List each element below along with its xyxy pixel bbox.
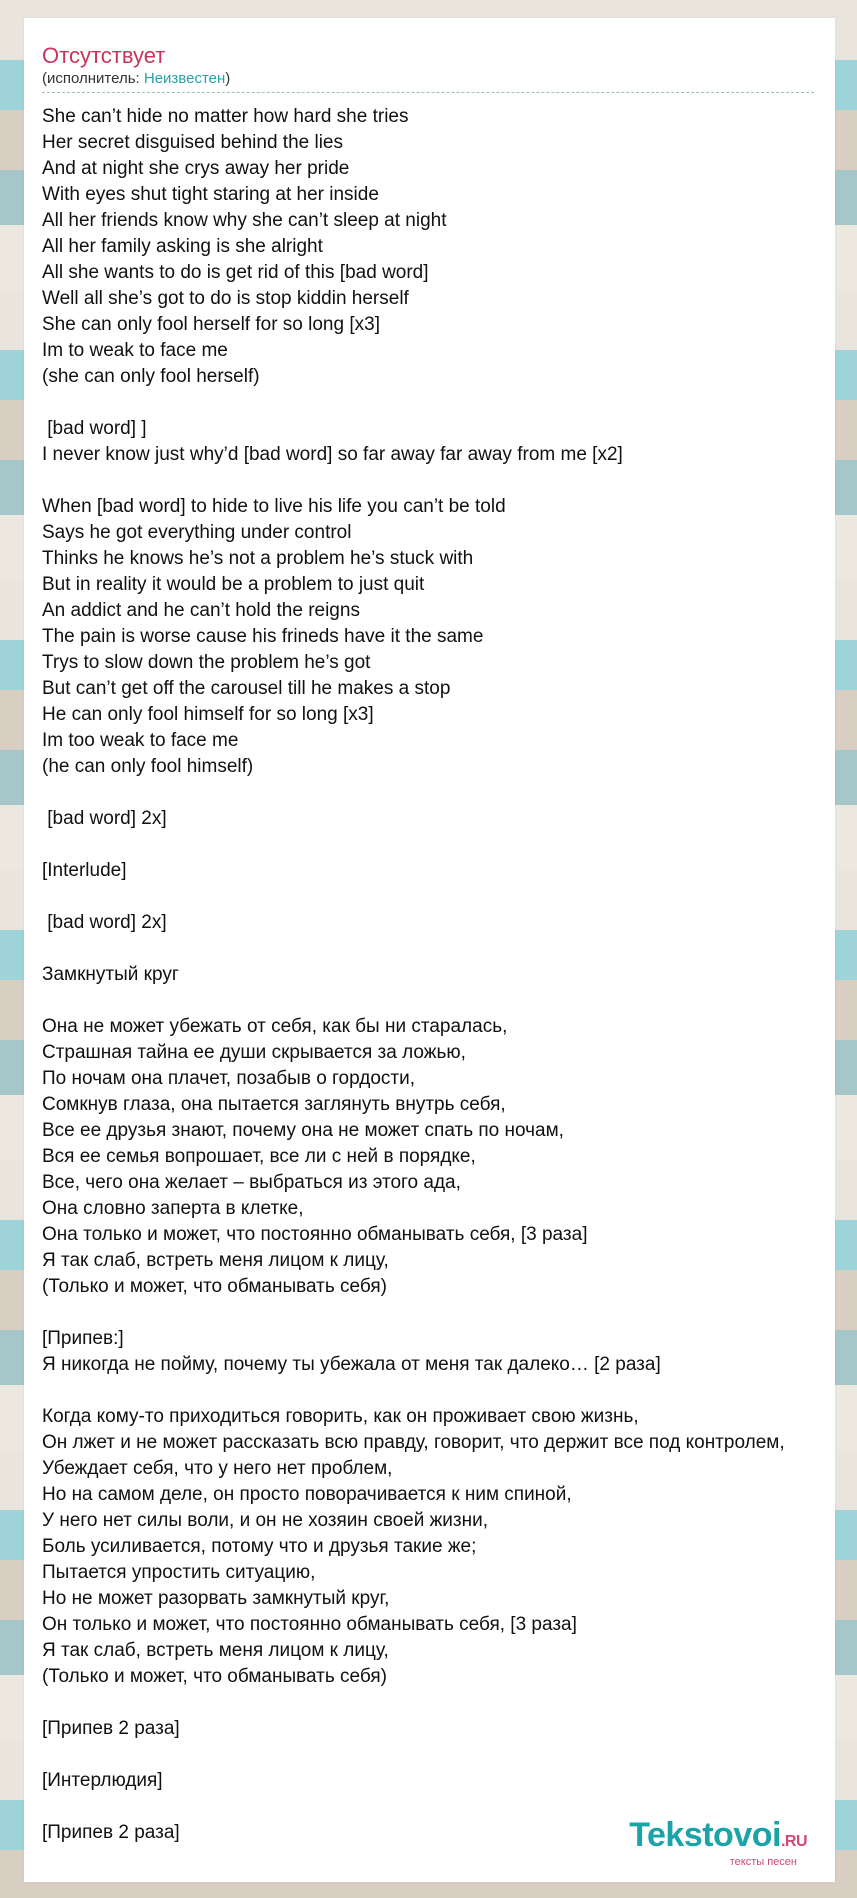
lyric-line: [bad word] ]	[42, 418, 147, 439]
lyric-line: I never know just why’d [bad word] so far away far away from me [x2]	[42, 444, 623, 465]
lyric-line: She can’t hide no matter how hard she tries	[42, 106, 409, 127]
lyric-line	[42, 390, 842, 416]
lyric-line	[42, 780, 842, 806]
subtitle-suffix: )	[225, 70, 231, 87]
subtitle-prefix: (исполнитель:	[42, 70, 144, 87]
logo-name: Tekstovoi	[629, 1816, 781, 1854]
lyric-line: Says he got everything under control	[42, 522, 352, 543]
lyric-line: Она не может убежать от себя, как бы ни старалась,	[42, 1016, 508, 1037]
lyric-line: Все ее друзья знают, почему она не может спать по ночам,	[42, 1120, 564, 1141]
lyric-line: Trys to slow down the problem he’s got	[42, 652, 371, 673]
logo-domain: .RU	[780, 1833, 807, 1850]
lyric-line: With eyes shut tight staring at her inside	[42, 184, 379, 205]
lyric-line: [bad word] 2x]	[42, 912, 167, 933]
lyric-line: (she can only fool herself)	[42, 366, 260, 387]
lyric-line: Страшная тайна ее души скрывается за ложью,	[42, 1042, 466, 1063]
lyric-line: When [bad word] to hide to live his life you can’t be told	[42, 496, 506, 517]
lyric-line: (Только и может, что обманывать себя)	[42, 1666, 387, 1687]
lyric-line: Я никогда не пойму, почему ты убежала от меня так далеко… [2 раза]	[42, 1354, 661, 1375]
lyric-line: All she wants to do is get rid of this [bad word]	[42, 262, 429, 283]
lyric-line	[42, 1378, 842, 1404]
lyric-line: Im to weak to face me	[42, 340, 228, 361]
lyric-line: (he can only fool himself)	[42, 756, 254, 777]
lyric-line: Замкнутый круг	[42, 964, 179, 985]
song-header	[42, 42, 814, 93]
lyric-line	[42, 832, 842, 858]
lyric-line	[42, 988, 842, 1014]
lyric-line	[42, 1300, 842, 1326]
lyric-line: All her family asking is she alright	[42, 236, 323, 257]
lyric-line: [Припев:]	[42, 1328, 124, 1349]
lyric-line: Он только и может, что постоянно обманывать себя, [3 раза]	[42, 1614, 577, 1635]
lyric-line: Im too weak to face me	[42, 730, 239, 751]
lyric-line: Сомкнув глаза, она пытается заглянуть внутрь себя,	[42, 1094, 506, 1115]
lyric-line: Когда кому-то приходиться говорить, как он проживает свою жизнь,	[42, 1406, 639, 1427]
lyric-line: All her friends know why she can’t sleep at night	[42, 210, 447, 231]
lyric-line: У него нет силы воли, и он не хозяин своей жизни,	[42, 1510, 489, 1531]
lyric-line: [Припев 2 раза]	[42, 1718, 180, 1739]
lyric-line: Я так слаб, встреть меня лицом к лицу,	[42, 1250, 389, 1271]
lyric-line: [Interlude]	[42, 860, 127, 881]
lyric-line: Но не может разорвать замкнутый круг,	[42, 1588, 390, 1609]
lyrics-card	[24, 18, 835, 1882]
logo-wordmark	[629, 1817, 807, 1860]
lyric-line: Все, чего она желает – выбраться из этого ада,	[42, 1172, 461, 1193]
lyric-line: Убеждает себя, что у него нет проблем,	[42, 1458, 393, 1479]
lyric-line: [Припев 2 раза]	[42, 1822, 180, 1843]
lyric-line: [bad word] 2x]	[42, 808, 167, 829]
lyric-line	[42, 1742, 842, 1768]
site-logo[interactable]	[629, 1817, 807, 1868]
lyric-line: Her secret disguised behind the lies	[42, 132, 344, 153]
lyric-line: She can only fool herself for so long [x3]	[42, 314, 380, 335]
song-title: Отсутствует	[42, 43, 166, 68]
lyric-line: An addict and he can’t hold the reigns	[42, 600, 360, 621]
lyric-line: And at night she crys away her pride	[42, 158, 350, 179]
lyric-line: Well all she’s got to do is stop kiddin herself	[42, 288, 409, 309]
lyric-line: (Только и может, что обманывать себя)	[42, 1276, 387, 1297]
lyric-line: По ночам она плачет, позабыв о гордости,	[42, 1068, 416, 1089]
lyrics-body	[42, 104, 842, 1846]
logo-tagline: тексты песен	[729, 1856, 797, 1868]
lyric-line: He can only fool himself for so long [x3]	[42, 704, 374, 725]
lyric-line	[42, 936, 842, 962]
lyric-line	[42, 1690, 842, 1716]
lyric-line: But can’t get off the carousel till he makes a stop	[42, 678, 451, 699]
lyric-line: Она словно заперта в клетке,	[42, 1198, 304, 1219]
lyric-line: Она только и может, что постоянно обманывать себя, [3 раза]	[42, 1224, 588, 1245]
lyric-line: Пытается упростить ситуацию,	[42, 1562, 316, 1583]
lyric-line	[42, 884, 842, 910]
artist-link[interactable]: Неизвестен	[143, 70, 226, 87]
lyric-line: But in reality it would be a problem to just quit	[42, 574, 425, 595]
song-subtitle	[42, 70, 814, 88]
lyric-line: Thinks he knows he’s not a problem he’s stuck with	[42, 548, 474, 569]
lyric-line: The pain is worse cause his frineds have it the same	[42, 626, 484, 647]
lyric-line: Он лжет и не может рассказать всю правду, говорит, что держит все под контролем,	[42, 1432, 785, 1453]
lyric-line: Но на самом деле, он просто поворачивается к ним спиной,	[42, 1484, 572, 1505]
lyric-line: [Интерлюдия]	[42, 1770, 163, 1791]
lyric-line: Я так слаб, встреть меня лицом к лицу,	[42, 1640, 389, 1661]
lyric-line: Вся ее семья вопрошает, все ли с ней в порядке,	[42, 1146, 476, 1167]
lyric-line: Боль усиливается, потому что и друзья такие же;	[42, 1536, 477, 1557]
lyric-line	[42, 468, 842, 494]
